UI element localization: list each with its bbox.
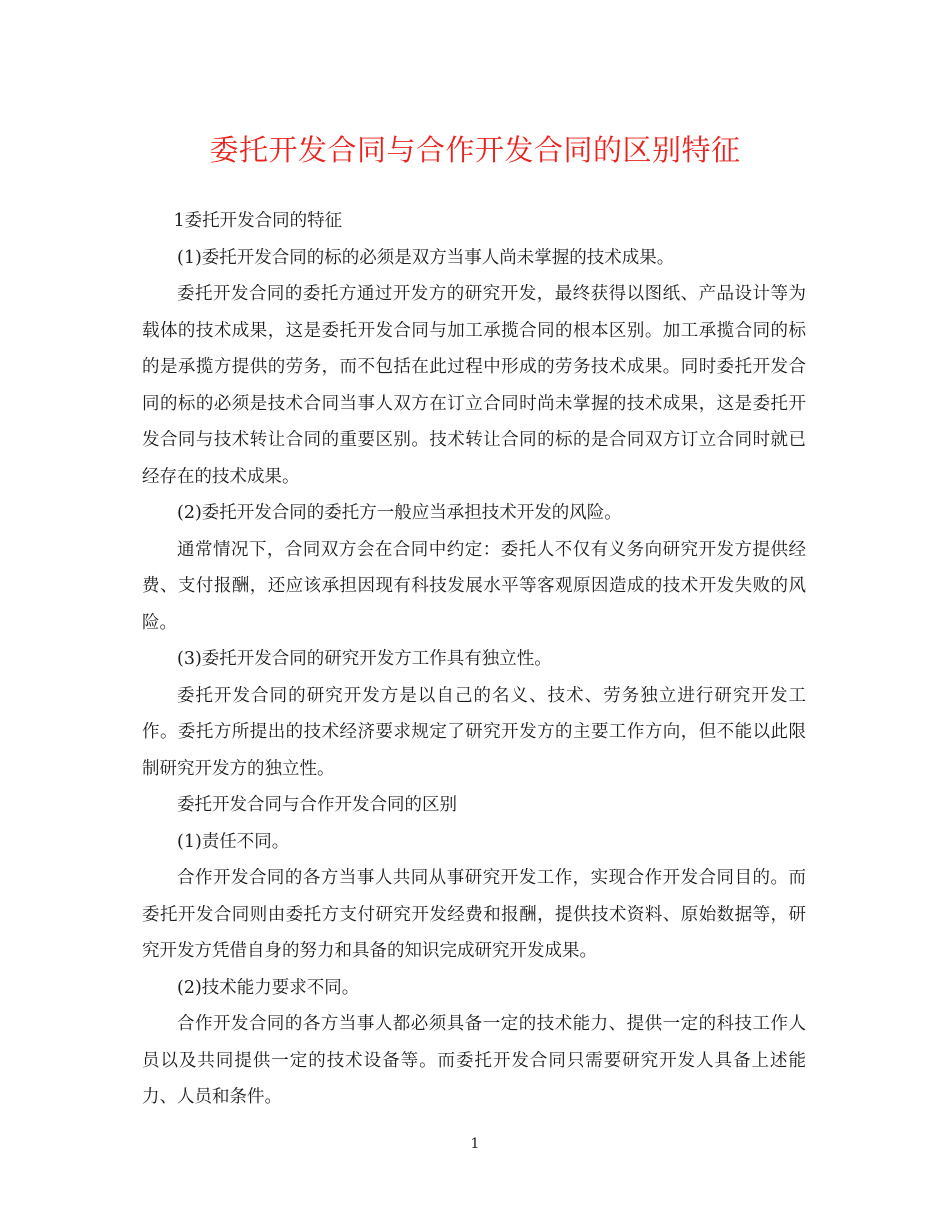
section-heading: 委托开发合同与合作开发合同的区别 [177,795,457,815]
page-number: 1 [470,1136,480,1152]
paragraph: 合作开发合同的各方当事人都必须具备一定的技术能力、提供一定的科技工作人员以及共同提供一定的技术设备等。而委托开发合同只需要研究开发人具备上述能力、人员和条件。 [142,1014,806,1107]
subheading: (2)技术能力要求不同。 [177,977,360,998]
subheading: (3)委托开发合同的研究开发方工作具有独立性。 [177,649,552,669]
subheading: (2)委托开发合同的委托方一般应当承担技术开发的风险。 [177,503,622,523]
paragraph: 合作开发合同的各方当事人共同从事研究开发工作，实现合作开发合同目的。而委托开发合同则由委托方支付研究开发经费和报酬，提供技术资料、原始数据等，研究开发方凭借自身的努力和具备的知识完成研究开发成果。 [142,868,806,961]
paragraph: 委托开发合同的委托方通过开发方的研究开发，最终获得以图纸、产品设计等为载体的技术成果，这是委托开发合同与加工承揽合同的根本区别。加工承揽合同的标的是承揽方提供的劳务，而不包括在此过程中形成的劳务技术成果。同时委托开发合同的标的必须是技术合同当事人双方在订立合同时尚未掌握的技术成果，这是委托开发合同与技术转让合同的重要区别。技术转让合同的标的是合同双方订立合同时就已经存在的技术成果。 [142,284,806,487]
paragraph: 委托开发合同的研究开发方是以自己的名义、技术、劳务独立进行研究开发工作。委托方所提出的技术经济要求规定了研究开发方的主要工作方向，但不能以此限制研究开发方的独立性。 [142,685,806,779]
document-body [142,203,806,1116]
subheading: (1)责任不同。 [177,831,290,852]
document-title: 委托开发合同与合作开发合同的区别特征 [209,133,741,167]
paragraph: 通常情况下，合同双方会在合同中约定：委托人不仅有义务向研究开发方提供经费、支付报酬，还应该承担因现有科技发展水平等客观原因造成的技术开发失败的风险。 [142,539,806,633]
section-heading: 1委托开发合同的特征 [173,211,343,231]
subheading: (1)委托开发合同的标的必须是双方当事人尚未掌握的技术成果。 [177,247,675,268]
